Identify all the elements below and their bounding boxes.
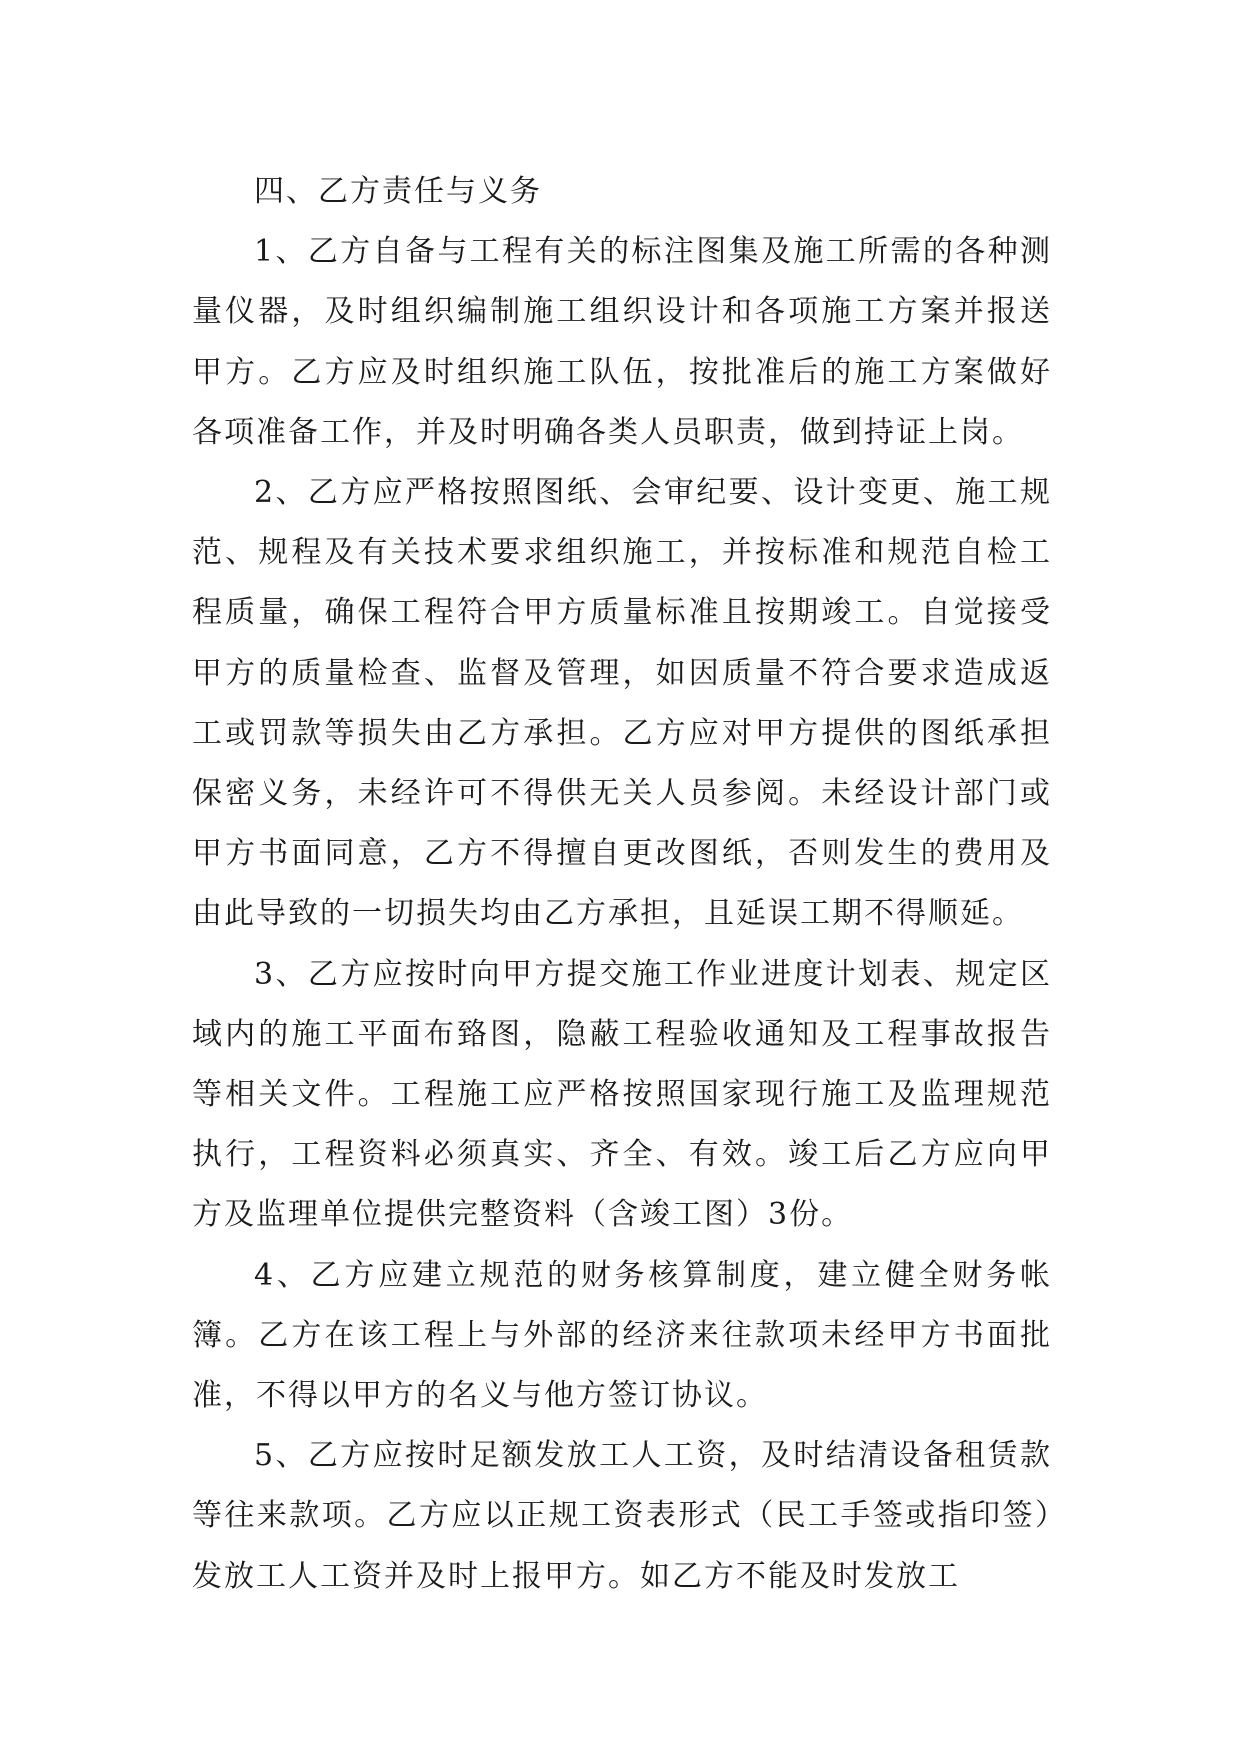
section-heading: 四、乙方责任与义务 [254,174,542,209]
paragraph-1: 1、乙方自备与工程有关的标注图集及施工所需的各种测量仪器，及时组织编制施工组织设计和各项施工方案并报送甲方。乙方应及时组织施工队伍，按批准后的施工方案做好各项准备工作，并及时明确各类人员职责，做到持证上岗。 [192,234,1052,450]
paragraph-5: 5、乙方应按时足额发放工人工资，及时结清设备租赁款等往来款项。乙方应以正规工资表形式（民工手签或指印签）发放工人工资并及时上报甲方。如乙方不能及时发放工 [192,1438,1052,1594]
paragraph-4: 4、乙方应建立规范的财务核算制度，建立健全财务帐簿。乙方在该工程上与外部的经济来往款项未经甲方书面批准，不得以甲方的名义与他方签订协议。 [192,1257,1052,1414]
document-body [192,162,1052,1607]
paragraph-3: 3、乙方应按时向甲方提交施工作业进度计划表、规定区域内的施工平面布臵图，隐蔽工程验收通知及工程事故报告等相关文件。工程施工应严格按照国家现行施工及监理规范执行，工程资料必须真实、齐全、有效。竣工后乙方应向甲方及监理单位提供完整资料（含竣工图）3份。 [192,956,1052,1233]
paragraph-2: 2、乙方应严格按照图纸、会审纪要、设计变更、施工规范、规程及有关技术要求组织施工，并按标准和规范自检工程质量，确保工程符合甲方质量标准且按期竣工。自觉接受甲方的质量检查、监督及管理，如因质量不符合要求造成返工或罚款等损失由乙方承担。乙方应对甲方提供的图纸承担保密义务，未经许可不得供无关人员参阅。未经设计部门或甲方书面同意，乙方不得擅自更改图纸，否则发生的费用及由此导致的一切损失均由乙方承担，且延误工期不得顺延。 [192,475,1052,932]
